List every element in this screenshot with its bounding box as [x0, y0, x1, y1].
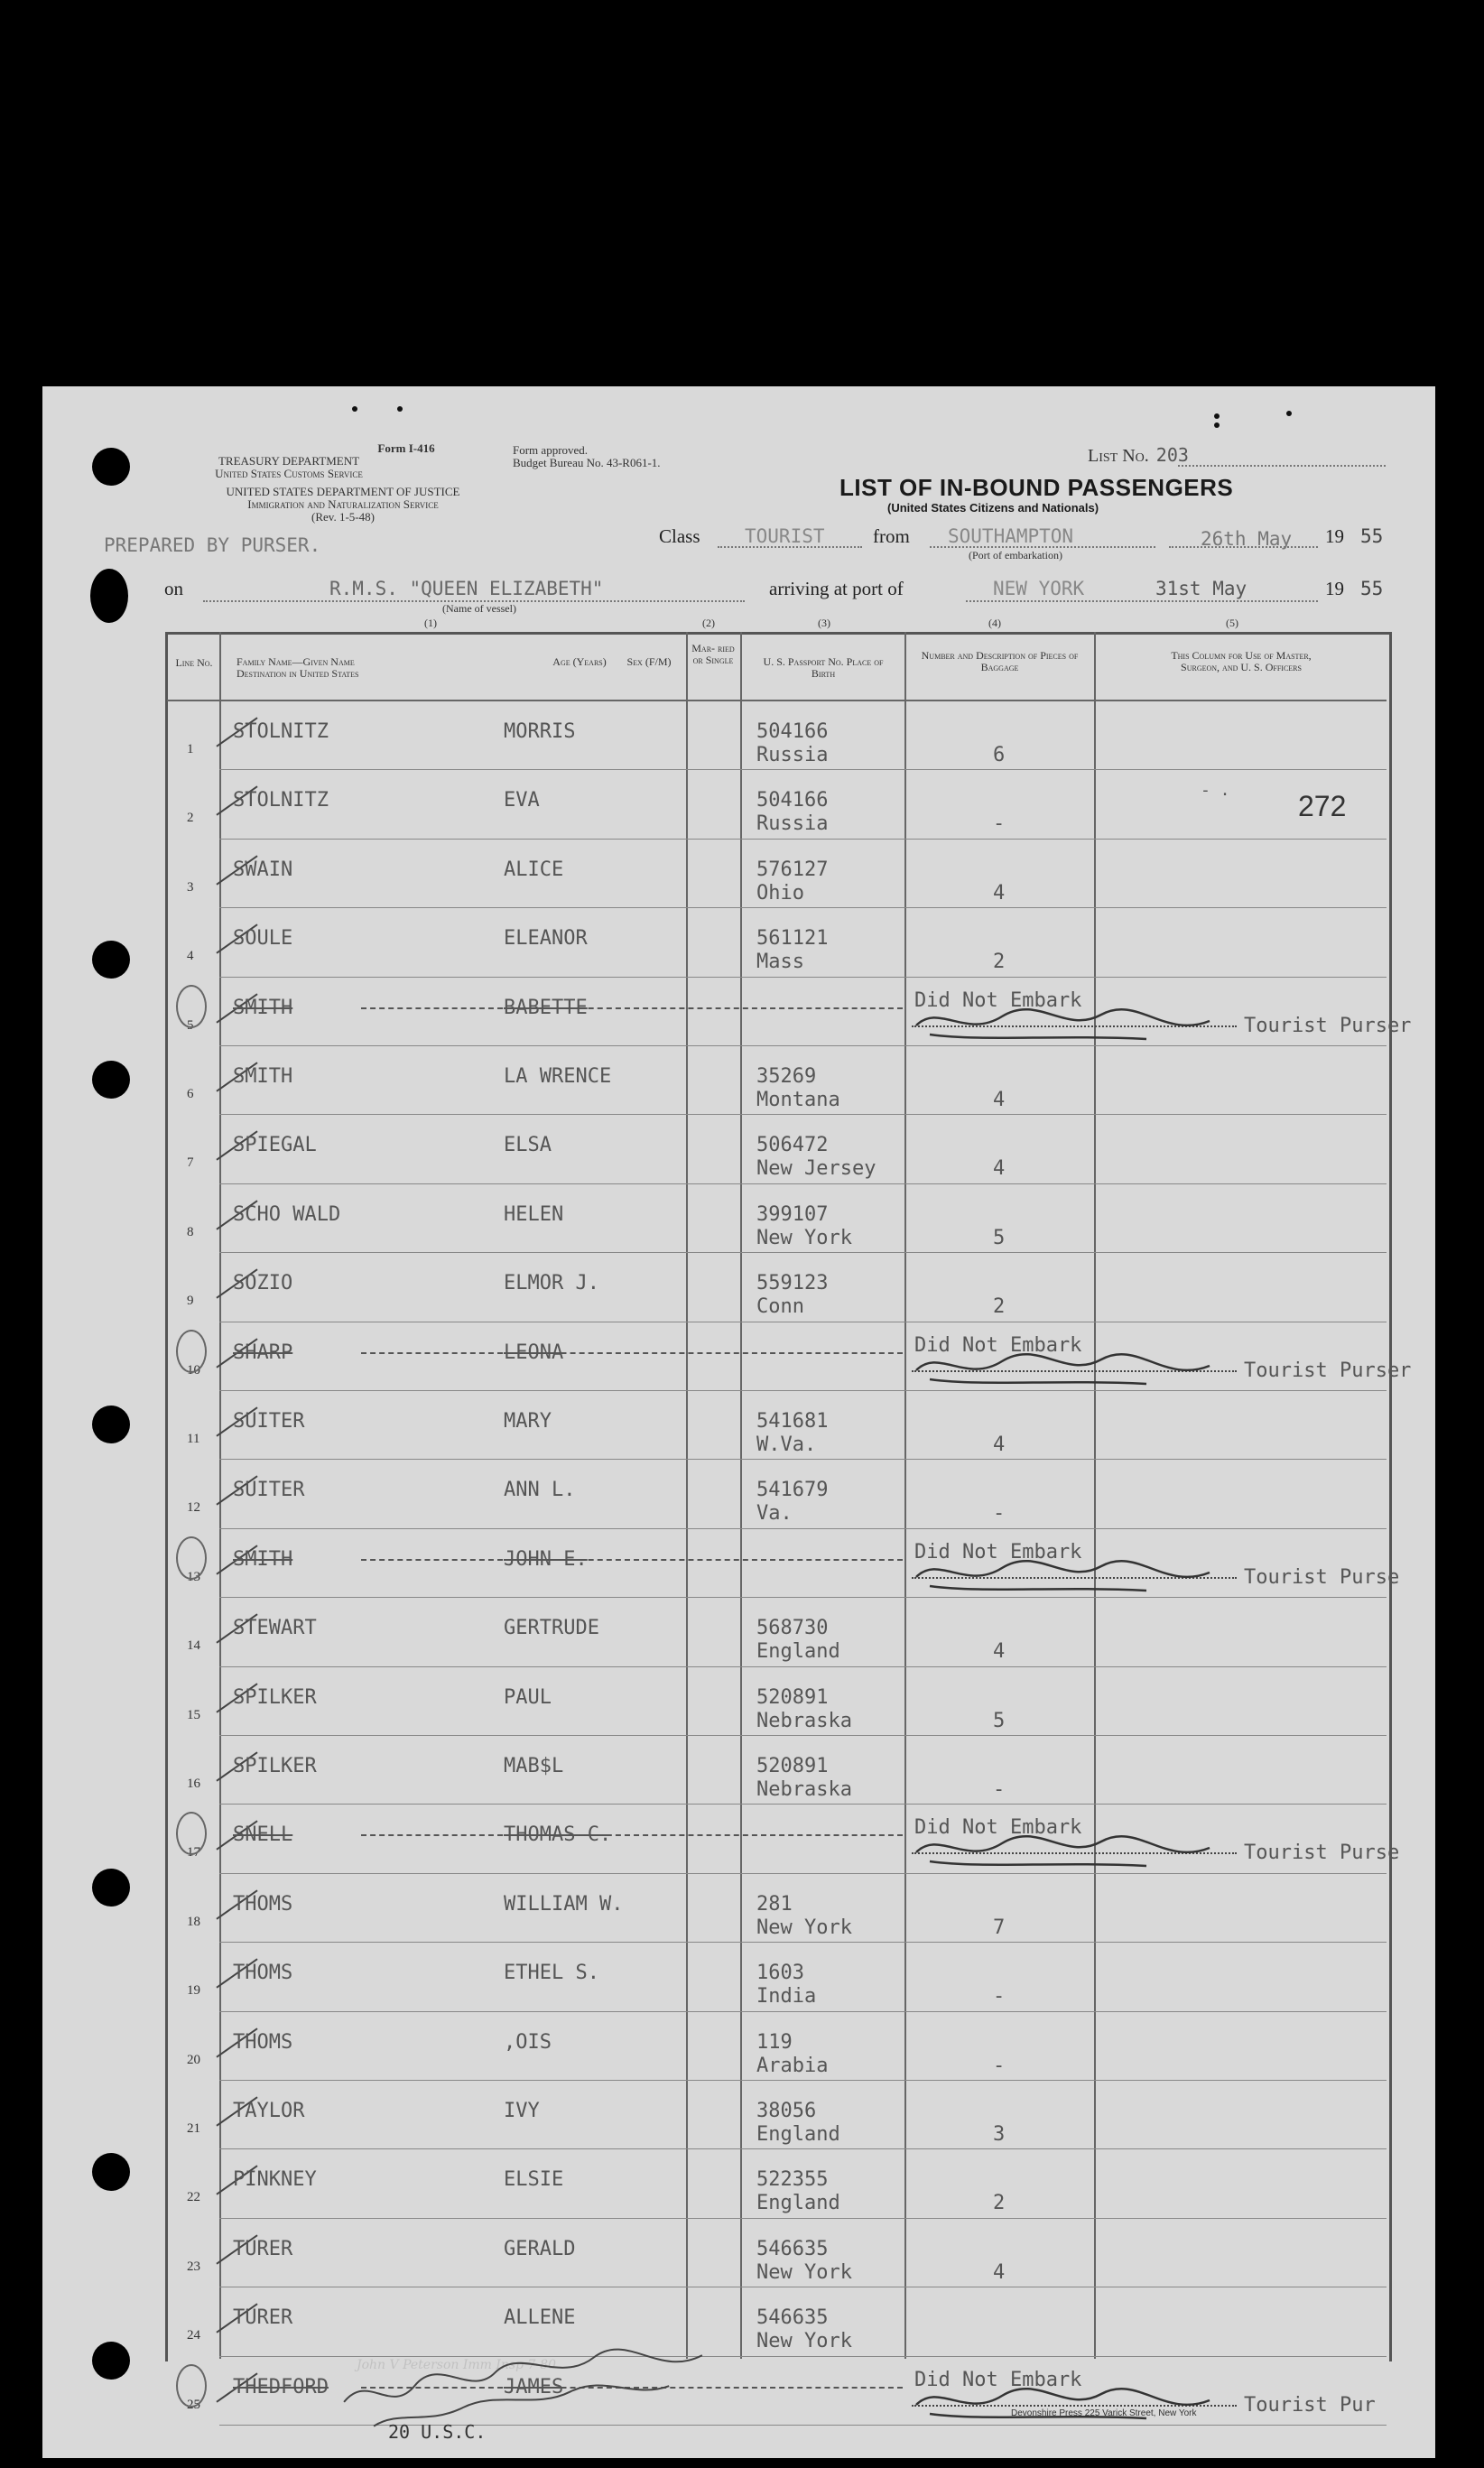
place-of-birth: New York	[756, 2330, 852, 2353]
printer-imprint: Devonshire Press 225 Varick Street, New York	[1011, 2408, 1197, 2418]
form-approved: Form approved.	[513, 443, 589, 457]
col-num-2: (2)	[702, 617, 715, 629]
row-rule	[219, 1873, 1387, 1874]
col-divider	[686, 632, 688, 2359]
arriving-label: arriving at port of	[769, 578, 904, 599]
place-of-birth: Conn	[756, 1295, 804, 1319]
dot	[352, 406, 357, 412]
arrival-port: NEW YORK	[993, 578, 1085, 599]
col-header-married: Mar- ried or Single	[691, 642, 735, 666]
row-rule	[219, 1666, 1387, 1667]
year-1-prefix: 19	[1325, 525, 1344, 547]
baggage-count: 4	[993, 1433, 1006, 1456]
given-name: ,OIS	[504, 2030, 552, 2054]
strike-dashes	[361, 1007, 903, 1009]
col-divider	[904, 632, 906, 2359]
passport-number: 504166	[756, 789, 829, 812]
col-num-3: (3)	[818, 617, 830, 629]
row-rule	[219, 2148, 1387, 2149]
family-name: SUITER	[233, 1410, 305, 1433]
purser-title: Tourist Purser	[1244, 1359, 1412, 1382]
line-number: 6	[187, 1087, 194, 1101]
arrival-date: 31st May	[1155, 578, 1247, 599]
passport-number: 561121	[756, 927, 829, 951]
given-name: ELSA	[504, 1134, 552, 1157]
passport-number: 520891	[756, 1755, 829, 1777]
purser-signature-icon	[912, 1825, 1237, 1870]
family-name: THOMS	[233, 1892, 293, 1916]
purser-signature-icon	[912, 1343, 1237, 1388]
passport-number: 522355	[756, 2168, 829, 2192]
did-not-embark-note: Did Not Embark	[914, 1333, 1082, 1357]
col-num-4: (4)	[988, 617, 1001, 629]
leader-line	[966, 600, 1318, 602]
family-name: SNELL	[233, 1823, 293, 1847]
given-name: ELMOR J.	[504, 1272, 599, 1295]
handwritten-text: John V Peterson Imm Insp 7-80	[357, 2358, 556, 2372]
passport-number: 35269	[756, 1065, 817, 1088]
year-2-prefix: 19	[1325, 578, 1344, 599]
purser-title: Tourist Purser	[1244, 1014, 1412, 1037]
row-rule	[219, 1528, 1387, 1529]
line-number: 7	[187, 1155, 194, 1171]
row-rule	[219, 1390, 1387, 1391]
line-number: 25	[187, 2397, 200, 2412]
col-divider	[219, 632, 221, 2359]
line-number: 10	[187, 1362, 200, 1378]
dept-justice: UNITED STATES DEPARTMENT OF JUSTICE	[226, 485, 460, 498]
passport-number: 541681	[756, 1410, 829, 1433]
family-name: SPILKER	[233, 1685, 317, 1709]
dot	[397, 406, 403, 412]
col-header-age: Age (Years)	[552, 655, 607, 668]
year-2: 55	[1360, 578, 1384, 599]
row-rule	[219, 1183, 1387, 1184]
line-number: 15	[187, 1707, 200, 1722]
family-name: THEDFORD	[233, 2375, 329, 2398]
passport-number: 1603	[756, 1962, 804, 1985]
passport-number: 506472	[756, 1134, 829, 1157]
line-number: 2	[187, 811, 194, 826]
col-num-5: (5)	[1226, 617, 1238, 629]
line-number: 3	[187, 879, 194, 895]
row-rule	[219, 769, 1387, 770]
passport-number: 546635	[756, 2237, 829, 2260]
family-name: THOMS	[233, 1962, 293, 1985]
given-name: GERALD	[504, 2237, 576, 2260]
row-rule	[219, 1942, 1387, 1943]
given-name: GERTRUDE	[504, 1617, 599, 1640]
line-number: 13	[187, 1569, 200, 1584]
family-name: STOLNITZ	[233, 789, 329, 812]
place-of-birth: New York	[756, 1916, 852, 1939]
row-rule	[219, 1252, 1387, 1253]
depart-date: 26th May	[1201, 528, 1293, 550]
law-citation: 20 U.S.C.	[388, 2421, 487, 2443]
baggage-count: 4	[993, 1640, 1006, 1664]
col-divider	[740, 632, 742, 2359]
form-revision: (Rev. 1-5-48)	[311, 510, 375, 524]
dot	[1214, 413, 1220, 419]
given-name: IVY	[504, 2100, 540, 2122]
row-rule	[219, 1804, 1387, 1805]
circle-mark	[176, 2364, 207, 2408]
row-rule	[219, 1045, 1387, 1046]
given-name: JAMES	[504, 2375, 564, 2398]
place-of-birth: New Jersey	[756, 1157, 876, 1181]
vessel-name: R.M.S. "QUEEN ELIZABETH"	[329, 578, 604, 599]
did-not-embark-note: Did Not Embark	[914, 1816, 1082, 1840]
line-number: 12	[187, 1500, 200, 1516]
passport-number: 520891	[756, 1685, 829, 1709]
baggage-count: 4	[993, 2260, 1006, 2284]
place-of-birth: Nebraska	[756, 1778, 852, 1801]
given-name: MARY	[504, 1410, 552, 1433]
place-of-birth: Ohio	[756, 881, 804, 905]
given-name: WILLIAM W.	[504, 1892, 624, 1916]
baggage-count: -	[993, 1778, 1006, 1801]
leader-line	[1169, 546, 1318, 548]
purser-signature-icon	[912, 1550, 1237, 1595]
family-name: SCHO WALD	[233, 1202, 341, 1226]
port-caption: (Port of embarkation)	[969, 549, 1062, 561]
passport-number: 568730	[756, 1617, 829, 1640]
line-number: 5	[187, 1017, 194, 1033]
place-of-birth: Mass	[756, 951, 804, 974]
baggage-count: -	[993, 2054, 1006, 2077]
header-rule	[167, 700, 1387, 701]
line-number: 1	[187, 742, 194, 756]
col-header-sex: Sex (F/M)	[626, 655, 672, 668]
line-number: 14	[187, 1638, 200, 1654]
family-name: SMITH	[233, 996, 293, 1019]
family-name: TAYLOR	[233, 2100, 305, 2122]
given-name: JOHN E.	[504, 1547, 588, 1571]
purser-title: Tourist Purse	[1244, 1842, 1400, 1865]
family-name: PINKNEY	[233, 2168, 317, 2192]
line-number: 17	[187, 1845, 200, 1860]
place-of-birth: Russia	[756, 744, 829, 766]
form-number: Form I-416	[377, 441, 435, 455]
baggage-count: 3	[993, 2123, 1006, 2146]
baggage-count: -	[993, 812, 1006, 836]
line-number: 18	[187, 1914, 200, 1929]
col-header-name-1: Family Name—Given Name	[237, 655, 355, 668]
passport-number: 504166	[756, 720, 829, 743]
line-number: 23	[187, 2259, 200, 2274]
dept-treasury-sub: United States Customs Service	[215, 467, 363, 480]
family-name: SMITH	[233, 1547, 293, 1571]
line-number: 24	[187, 2328, 200, 2343]
did-not-embark-note: Did Not Embark	[914, 988, 1082, 1012]
row-rule	[219, 1114, 1387, 1115]
family-name: SHARP	[233, 1341, 293, 1364]
line-number: 20	[187, 2052, 200, 2067]
family-name: SUITER	[233, 1479, 305, 1502]
place-of-birth: England	[756, 1640, 840, 1664]
line-number: 16	[187, 1777, 200, 1791]
given-name: MAB$L	[504, 1755, 564, 1777]
punch-hole	[92, 2342, 130, 2380]
col-divider	[1094, 632, 1096, 2359]
col-header-passport: U. S. Passport No. Place of Birth	[763, 655, 884, 680]
place-of-birth: England	[756, 2123, 840, 2146]
vessel-caption: (Name of vessel)	[442, 602, 516, 615]
given-name: ALICE	[504, 858, 564, 881]
passport-number: 119	[756, 2030, 793, 2054]
passport-number: 38056	[756, 2100, 817, 2122]
purser-title: Tourist Pur	[1244, 2393, 1376, 2417]
row-rule	[219, 839, 1387, 840]
given-name: ALLENE	[504, 2306, 576, 2330]
leader-line	[1178, 465, 1386, 467]
place-of-birth: Nebraska	[756, 1709, 852, 1732]
circle-mark	[176, 985, 207, 1028]
place-of-birth: Arabia	[756, 2054, 829, 2077]
passport-number: 541679	[756, 1479, 829, 1502]
family-name: SOZIO	[233, 1272, 293, 1295]
punch-hole	[92, 941, 130, 979]
dot	[1214, 422, 1220, 428]
baggage-count: 2	[993, 951, 1006, 974]
given-name: THOMAS C.	[504, 1823, 612, 1847]
dept-treasury: TREASURY DEPARTMENT	[218, 454, 360, 468]
line-number: 4	[187, 949, 194, 964]
baggage-count: 2	[993, 1295, 1006, 1319]
baggage-count: 4	[993, 1089, 1006, 1111]
place-of-birth: England	[756, 2192, 840, 2215]
leader-line	[718, 546, 862, 548]
budget-number: Budget Bureau No. 43-R061-1.	[513, 456, 661, 469]
col-header-name	[237, 656, 525, 680]
passport-number: 546635	[756, 2306, 829, 2330]
row-rule	[219, 2080, 1387, 2081]
punch-hole	[90, 569, 128, 623]
passport-number: 559123	[756, 1272, 829, 1295]
prepared-by: PREPARED BY PURSER.	[104, 534, 321, 556]
punch-hole	[92, 1406, 130, 1443]
line-number: 22	[187, 2190, 200, 2205]
family-name: SPILKER	[233, 1755, 317, 1777]
punch-hole	[92, 2153, 130, 2191]
baggage-count: 2	[993, 2192, 1006, 2215]
place-of-birth: Va.	[756, 1502, 793, 1526]
family-name: SMITH	[233, 1065, 293, 1088]
baggage-count: 7	[993, 1916, 1006, 1939]
class-label: Class	[659, 525, 700, 547]
year-1: 55	[1360, 525, 1384, 547]
row-rule	[219, 977, 1387, 978]
list-no-value: 203	[1155, 444, 1189, 466]
count-stamp: 272	[1298, 790, 1347, 822]
strike-dashes	[361, 1834, 903, 1836]
row-rule	[219, 2011, 1387, 2012]
family-name: THOMS	[233, 2030, 293, 2054]
place-of-birth: Russia	[756, 812, 829, 836]
place-of-birth: Montana	[756, 1089, 840, 1111]
given-name: ETHEL S.	[504, 1962, 599, 1985]
document-subtitle: (United States Citizens and Nationals)	[887, 501, 1099, 515]
col-num-1: (1)	[424, 617, 437, 629]
purser-title: Tourist Purse	[1244, 1565, 1400, 1589]
row-rule	[219, 2218, 1387, 2219]
family-name: SOULE	[233, 927, 293, 951]
family-name: SPIEGAL	[233, 1134, 317, 1157]
place-of-birth: New York	[756, 1226, 852, 1249]
purser-signature-icon	[912, 998, 1237, 1044]
given-name: MORRIS	[504, 720, 576, 743]
baggage-count: -	[993, 1502, 1006, 1526]
family-name: TURER	[233, 2306, 293, 2330]
place-of-birth: India	[756, 1985, 817, 2009]
given-name: ANN L.	[504, 1479, 576, 1502]
family-name: TURER	[233, 2237, 293, 2260]
passport-number: 281	[756, 1892, 793, 1916]
baggage-count: -	[993, 1985, 1006, 2009]
did-not-embark-note: Did Not Embark	[914, 2368, 1082, 2391]
punch-hole	[92, 1869, 130, 1907]
strike-dashes	[361, 1559, 903, 1561]
list-number	[1088, 444, 1189, 467]
line-number: 8	[187, 1224, 194, 1239]
line-number: 11	[187, 1432, 200, 1446]
family-name: STEWART	[233, 1617, 317, 1640]
family-name: STOLNITZ	[233, 720, 329, 743]
circle-mark	[176, 1330, 207, 1373]
row-rule	[219, 1597, 1387, 1598]
document-title: LIST OF IN-BOUND PASSENGERS	[839, 474, 1234, 501]
col-header-officers: This Column for Use of Master, Surgeon, and U. S. Officers	[1171, 649, 1312, 673]
line-number: 21	[187, 2121, 200, 2136]
baggage-count: 4	[993, 881, 1006, 905]
given-name: ELSIE	[504, 2168, 564, 2192]
given-name: HELEN	[504, 1202, 564, 1226]
form-header-block	[108, 442, 578, 524]
family-name: SWAIN	[233, 858, 293, 881]
from-label: from	[873, 525, 910, 547]
row-rule	[219, 907, 1387, 908]
baggage-count: 5	[993, 1226, 1006, 1249]
dot	[1286, 411, 1292, 416]
passport-number: 399107	[756, 1202, 829, 1226]
list-no-label: List No.	[1088, 446, 1149, 466]
col-header-name-2: Destination in United States	[237, 667, 359, 680]
punch-hole	[92, 1061, 130, 1099]
from-value: SOUTHAMPTON	[948, 525, 1074, 547]
did-not-embark-note: Did Not Embark	[914, 1540, 1082, 1563]
passport-number: 576127	[756, 858, 829, 881]
given-name: ELEANOR	[504, 927, 588, 951]
line-number: 9	[187, 1294, 194, 1309]
col-header-baggage: Number and Description of Pieces of Baggage	[921, 649, 1079, 673]
given-name: PAUL	[504, 1685, 552, 1709]
circle-mark	[176, 1536, 207, 1580]
given-name: EVA	[504, 789, 540, 812]
line-number: 19	[187, 1983, 200, 1999]
row-rule	[219, 1735, 1387, 1736]
class-value: TOURIST	[745, 525, 825, 547]
strike-dashes	[361, 1352, 903, 1354]
place-of-birth: W.Va.	[756, 1433, 817, 1456]
col-header-line: Line No.	[175, 656, 213, 669]
baggage-count: 6	[993, 744, 1006, 766]
form-approval	[513, 444, 661, 469]
dept-justice-sub: Immigration and Naturalization Service	[247, 497, 439, 511]
dash-mark: - .	[1201, 781, 1230, 800]
place-of-birth: New York	[756, 2260, 852, 2284]
given-name: BABETTE	[504, 996, 588, 1019]
leader-line	[930, 546, 1155, 548]
baggage-count: 4	[993, 1157, 1006, 1181]
on-label: on	[164, 578, 183, 599]
given-name: LEONA	[504, 1341, 564, 1364]
given-name: LA WRENCE	[504, 1065, 612, 1088]
baggage-count: 5	[993, 1709, 1006, 1732]
row-rule	[219, 1459, 1387, 1460]
row-rule	[219, 2356, 1387, 2357]
